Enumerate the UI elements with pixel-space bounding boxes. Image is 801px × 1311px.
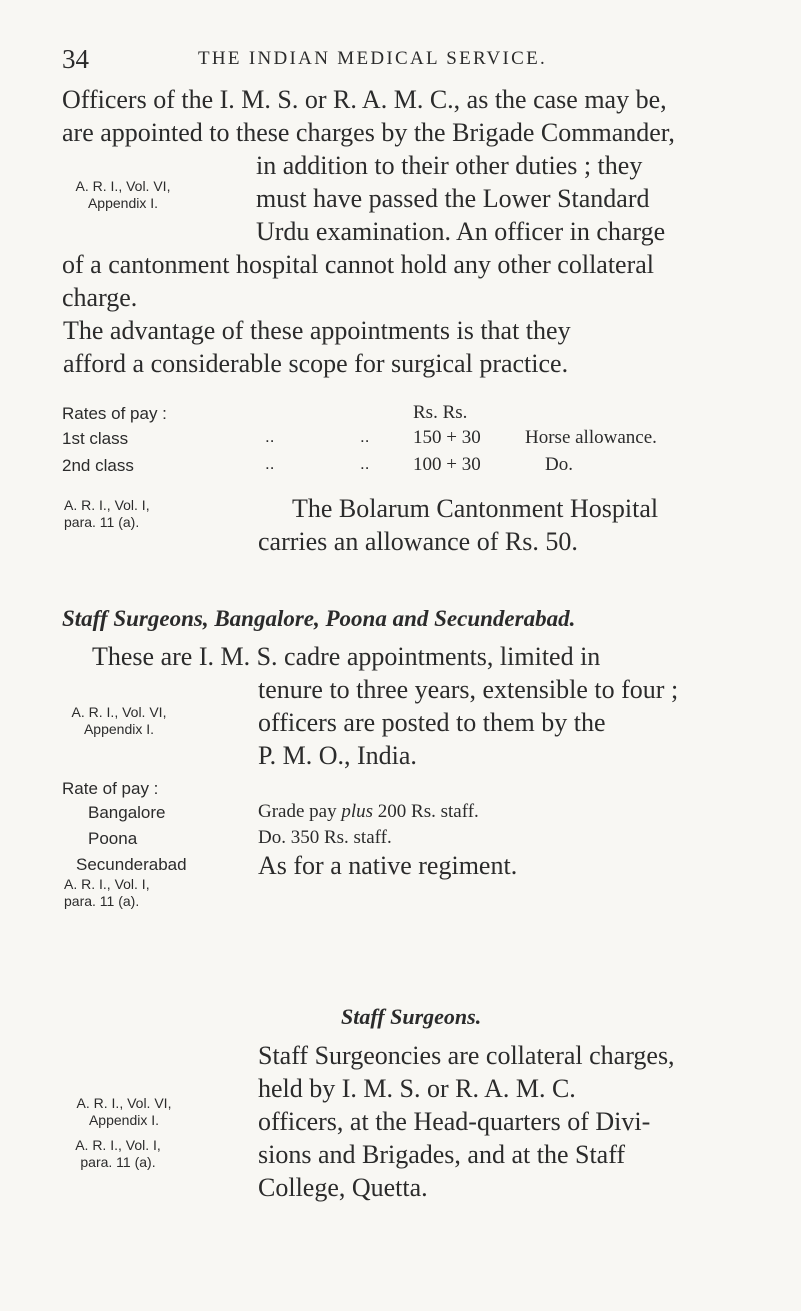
rate-amount: 100 + 30 bbox=[413, 454, 481, 475]
section-heading: Staff Surgeons. bbox=[341, 1004, 482, 1029]
text-line: sions and Brigades, and at the Staff bbox=[258, 1140, 626, 1169]
rate-text: 200 Rs. staff. bbox=[373, 801, 479, 822]
text-line: College, Quetta. bbox=[258, 1173, 428, 1202]
rate-place: Secunderabad bbox=[76, 855, 187, 874]
text-line: in addition to their other duties ; they bbox=[256, 151, 643, 180]
text-line: Urdu examination. An officer in charge bbox=[256, 217, 666, 246]
margin-note-line: A. R. I., Vol. VI, bbox=[75, 178, 171, 194]
leader-dots: .. bbox=[360, 427, 370, 446]
margin-note-line: A. R. I., Vol. VI, bbox=[76, 1095, 172, 1111]
page-number: 34 bbox=[62, 44, 89, 74]
text-line: P. M. O., India. bbox=[258, 741, 417, 770]
running-title: THE INDIAN MEDICAL SERVICE. bbox=[198, 48, 548, 69]
rate-value bbox=[258, 801, 479, 823]
text-line: Officers of the I. M. S. or R. A. M. C., as the case may be, bbox=[62, 85, 667, 114]
rate-place: Poona bbox=[88, 829, 138, 848]
rate-class: 1st class bbox=[62, 429, 129, 448]
text-line: officers, at the Head-quarters of Divi- bbox=[258, 1107, 651, 1136]
text-line: Staff Surgeoncies are collateral charges, bbox=[258, 1041, 675, 1070]
section-heading: Staff Surgeons, Bangalore, Poona and Secunderabad. bbox=[62, 606, 576, 631]
text-line: tenure to three years, extensible to four ; bbox=[258, 675, 679, 704]
margin-note-line: Appendix I. bbox=[88, 1112, 160, 1128]
text-line: must have passed the Lower Standard bbox=[256, 184, 650, 213]
rate-class: 2nd class bbox=[62, 456, 134, 475]
margin-note-line: A. R. I., Vol. I, bbox=[64, 876, 150, 892]
currency-header: Rs. Rs. bbox=[413, 402, 468, 423]
margin-note bbox=[54, 1095, 194, 1129]
margin-note-line: Appendix I. bbox=[87, 195, 159, 211]
page-header bbox=[62, 44, 762, 74]
text-line: The advantage of these appointments is that they bbox=[63, 316, 571, 345]
rate-note: Horse allowance. bbox=[525, 427, 657, 448]
rate-amount: 150 + 30 bbox=[413, 427, 481, 448]
text-line: officers are posted to them by the bbox=[258, 708, 606, 737]
rate-label: Rate of pay : bbox=[62, 779, 159, 798]
section1-text bbox=[62, 83, 762, 380]
text-line: The Bolarum Cantonment Hospital bbox=[292, 494, 659, 523]
margin-note bbox=[58, 1137, 178, 1171]
text-line: carries an allowance of Rs. 50. bbox=[258, 527, 578, 556]
section3-text bbox=[258, 1039, 675, 1204]
leader-dots: .. bbox=[360, 454, 370, 473]
margin-note bbox=[64, 497, 150, 531]
margin-note-line: Appendix I. bbox=[83, 721, 155, 737]
margin-note bbox=[64, 876, 150, 910]
text-line: afford a considerable scope for surgical practice. bbox=[63, 349, 569, 378]
margin-note-line: A. R. I., Vol. I, bbox=[75, 1137, 161, 1153]
margin-note-line: para. 11 (a). bbox=[64, 893, 140, 909]
rate-note: Do. bbox=[545, 454, 573, 475]
margin-note-line: para. 11 (a). bbox=[64, 514, 140, 530]
rate-value: As for a native regiment. bbox=[258, 851, 518, 880]
rate-value: Do. 350 Rs. staff. bbox=[258, 827, 392, 848]
text-line: charge. bbox=[62, 283, 138, 312]
text-line: are appointed to these charges by the Brigade Commander, bbox=[62, 118, 675, 147]
leader-dots: .. bbox=[265, 454, 275, 473]
text-line: of a cantonment hospital cannot hold any other collateral bbox=[62, 250, 655, 279]
rate-emphasis: plus bbox=[341, 801, 374, 822]
margin-note-line: para. 11 (a). bbox=[80, 1154, 156, 1170]
text-line: held by I. M. S. or R. A. M. C. bbox=[258, 1074, 576, 1103]
margin-note-line: A. R. I., Vol. VI, bbox=[71, 704, 167, 720]
margin-note-line: A. R. I., Vol. I, bbox=[64, 497, 150, 513]
rate-text: Grade pay bbox=[258, 801, 342, 822]
margin-note bbox=[54, 704, 184, 738]
bolarum-text bbox=[258, 492, 658, 558]
rates-label: Rates of pay : bbox=[62, 404, 167, 423]
margin-note bbox=[58, 178, 188, 212]
leader-dots: .. bbox=[265, 427, 275, 446]
rate-place: Bangalore bbox=[88, 803, 166, 822]
text-line: These are I. M. S. cadre appointments, limited in bbox=[92, 642, 601, 671]
